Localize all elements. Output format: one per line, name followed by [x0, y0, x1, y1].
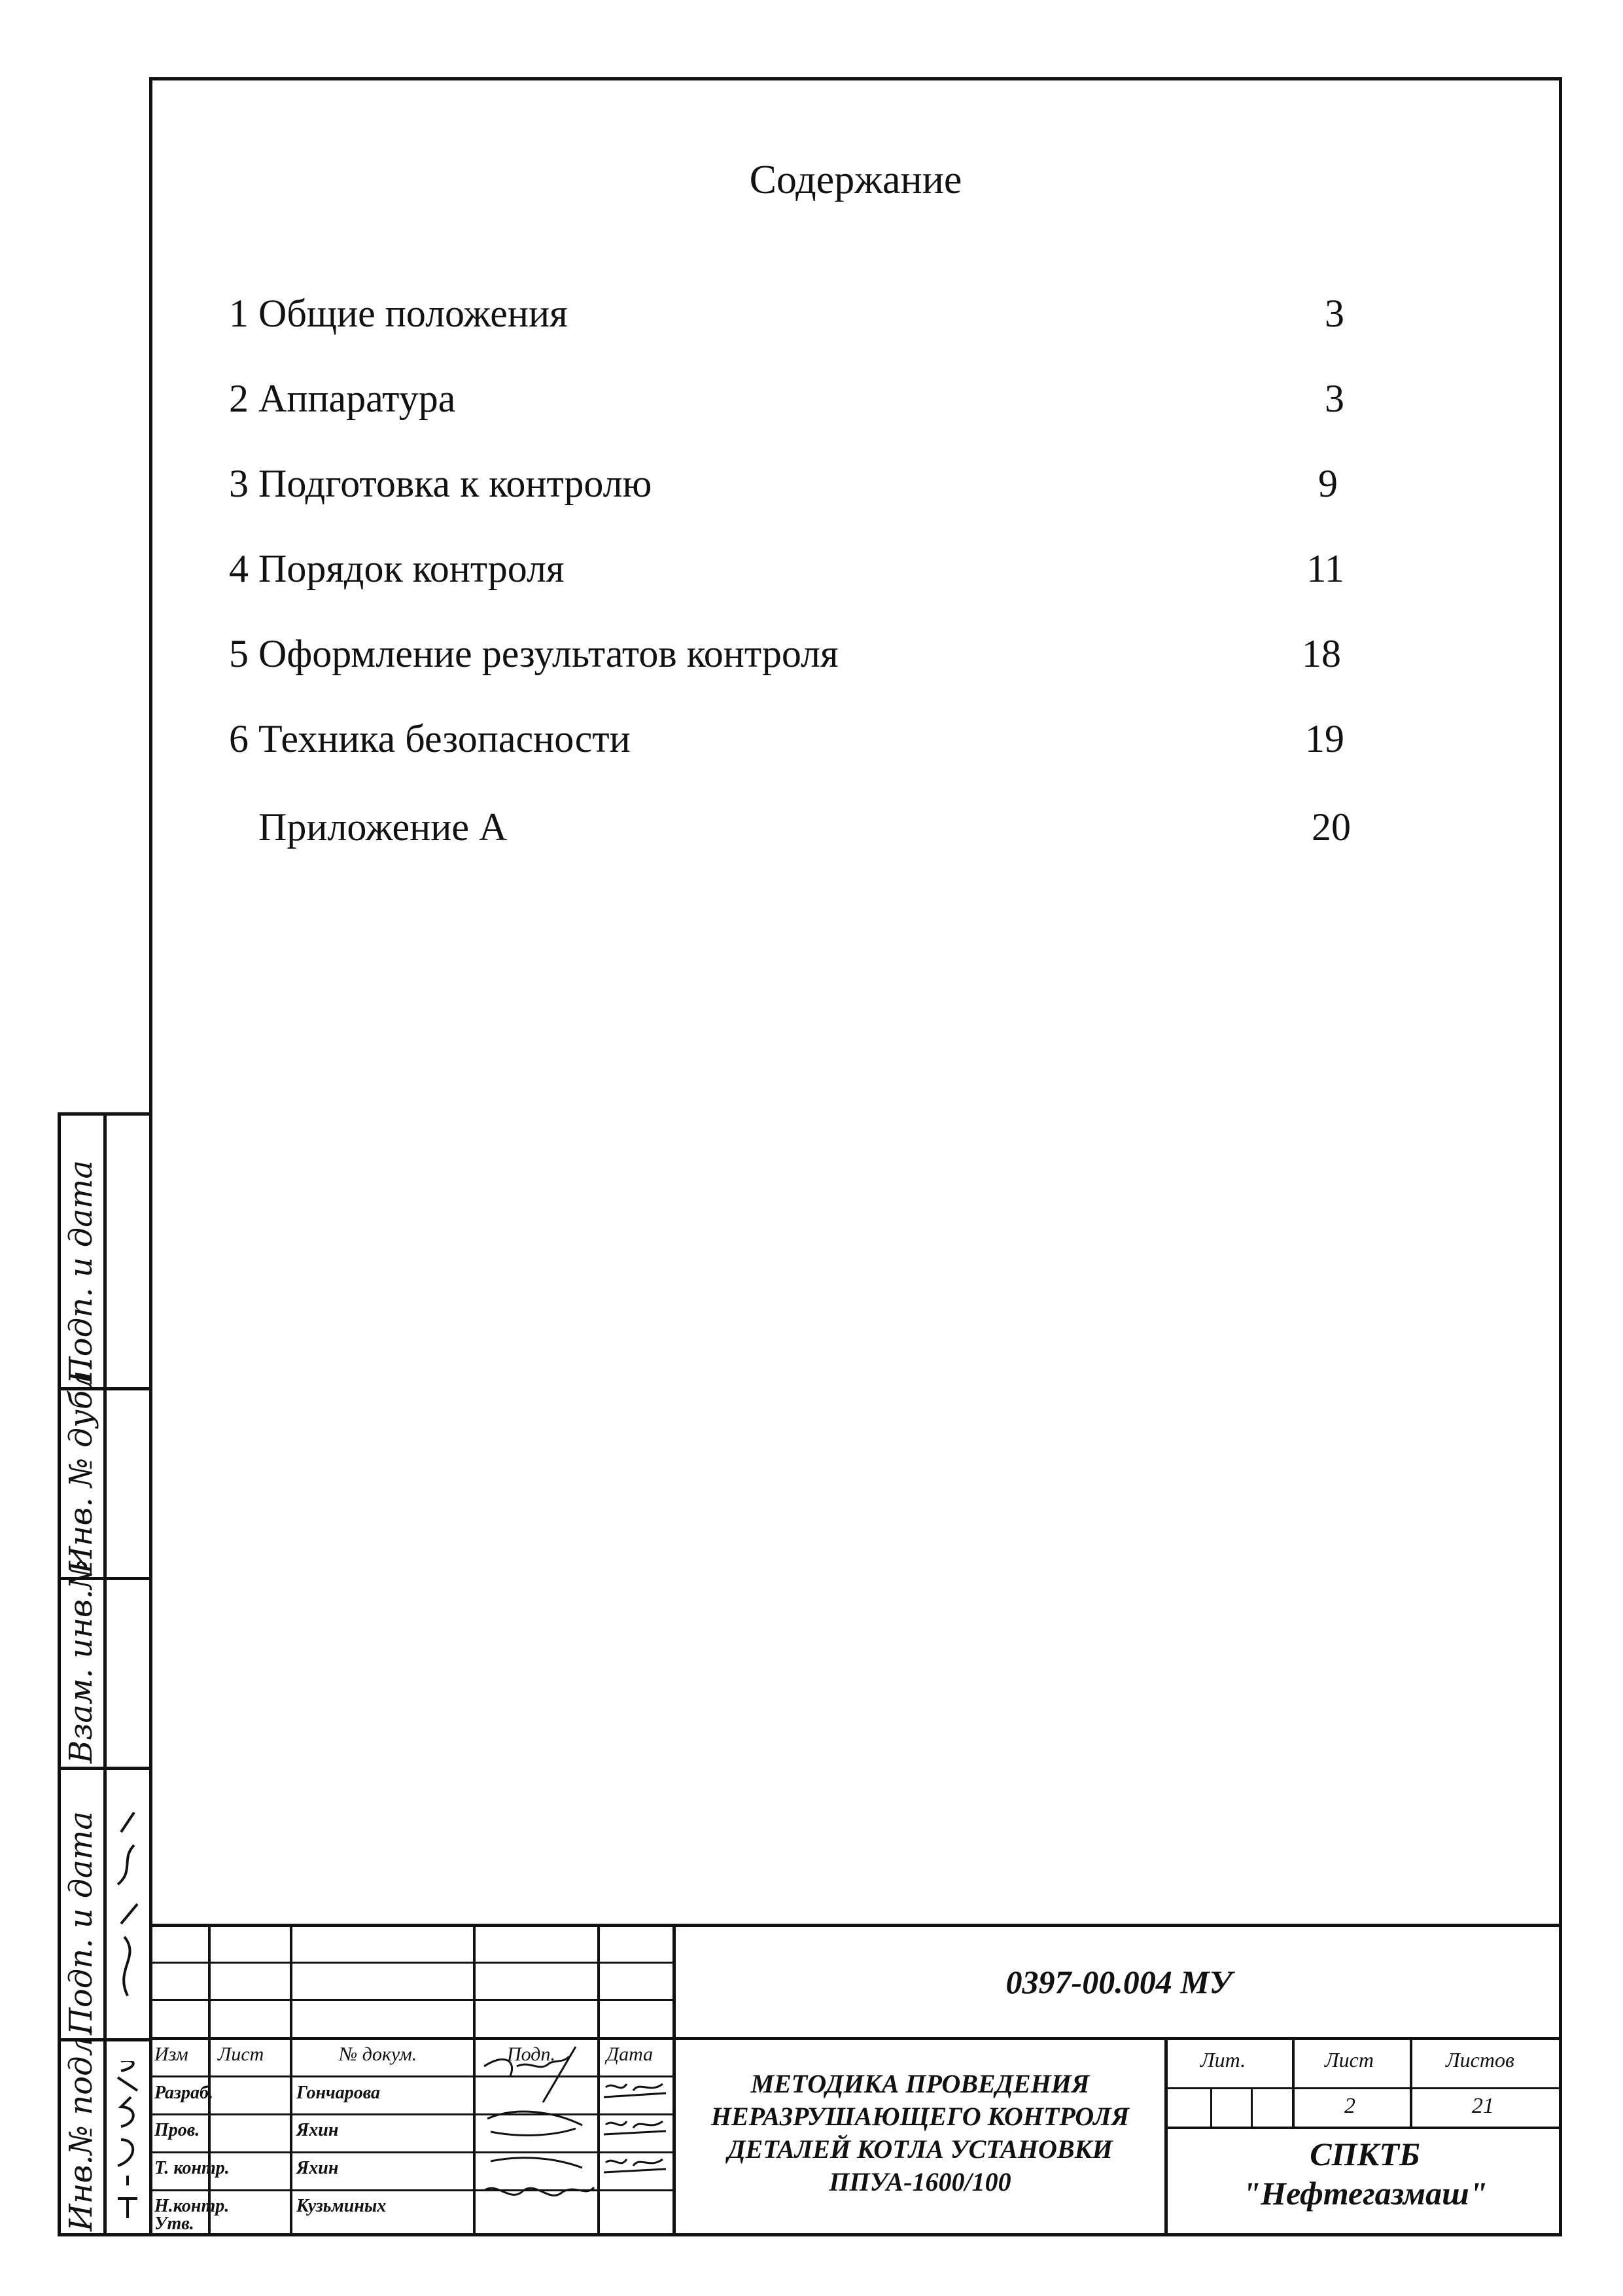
toc-item-page: 9	[1318, 462, 1338, 505]
strip-label-orig-inv: Инв.№ подл.	[63, 2026, 99, 2231]
organization	[1168, 2134, 1562, 2213]
sheet-number: 2	[1344, 2094, 1355, 2118]
toc-item-page: 20	[1312, 805, 1351, 849]
doc-title-line: МЕТОДИКА ПРОВЕДЕНИЯ	[750, 2069, 1090, 2098]
toc-item-page: 19	[1305, 717, 1344, 760]
header-doc: № докум.	[339, 2043, 417, 2065]
name-norm-control: Кузьминых	[296, 2196, 387, 2216]
sheets-label: Листов	[1446, 2048, 1514, 2072]
signatures	[478, 2040, 595, 2233]
doc-title-line: ППУА-1600/100	[829, 2167, 1011, 2197]
header-izm: Изм	[154, 2043, 188, 2065]
lit-label: Лит.	[1200, 2048, 1246, 2072]
strip-handwritten-sign-date	[108, 1806, 147, 2002]
strip-handwritten-inventory	[108, 2061, 147, 2225]
strip-label-sign-date: Подп. и дата	[63, 1160, 99, 1384]
strip-label-replace-inv: Взам. инв.№	[63, 1559, 99, 1763]
strip-label-sign-date-2: Подп. и дата	[63, 1811, 99, 2035]
toc-item-page: 3	[1325, 292, 1344, 335]
toc-item-label: 4 Порядок контроля	[229, 547, 565, 590]
toc-item-label: 1 Общие положения	[229, 292, 568, 335]
toc-item-page: 11	[1306, 547, 1344, 590]
role-checker: Пров.	[154, 2120, 200, 2140]
sheet-label: Лист	[1325, 2048, 1374, 2072]
toc-item-label: 2 Аппаратура	[229, 377, 456, 420]
page-title: Содержание	[749, 158, 962, 202]
role-tech-control: Т. контр.	[154, 2158, 230, 2178]
header-sign: Подп.	[507, 2043, 555, 2065]
name-tech-control: Яхин	[296, 2158, 339, 2178]
name-developer: Гончарова	[296, 2083, 381, 2103]
sheets-total: 21	[1472, 2094, 1494, 2118]
toc-item-page: 18	[1302, 632, 1341, 675]
org-line: СПКТБ	[1310, 2136, 1420, 2172]
doc-title-line: НЕРАЗРУШАЮЩЕГО КОНТРОЛЯ	[710, 2102, 1130, 2131]
toc-item-label: 3 Подготовка к контролю	[229, 462, 652, 505]
toc-item-page: 3	[1325, 377, 1344, 420]
role-norm-control: Н.контр.	[154, 2196, 230, 2216]
role-developer: Разраб.	[154, 2083, 213, 2103]
toc-item-label: 6 Техника безопасности	[229, 717, 631, 760]
org-line: "Нефтегазмаш"	[1242, 2175, 1488, 2212]
name-checker: Яхин	[296, 2120, 339, 2140]
doc-designation: 0397-00.004 МУ	[1005, 1964, 1232, 2000]
doc-title	[676, 2068, 1164, 2199]
header-list: Лист	[218, 2043, 264, 2065]
toc-item-label: 5 Оформление результатов контроля	[229, 632, 839, 675]
doc-title-line: ДЕТАЛЕЙ КОТЛА УСТАНОВКИ	[727, 2134, 1113, 2164]
strip-label-dup-inv: Инв. № дубл.	[63, 1360, 99, 1574]
role-approved: Утв.	[154, 2214, 194, 2234]
toc-item-label: Приложение А	[258, 805, 508, 849]
header-date: Дата	[606, 2043, 654, 2065]
handwritten-dates	[601, 2077, 671, 2192]
